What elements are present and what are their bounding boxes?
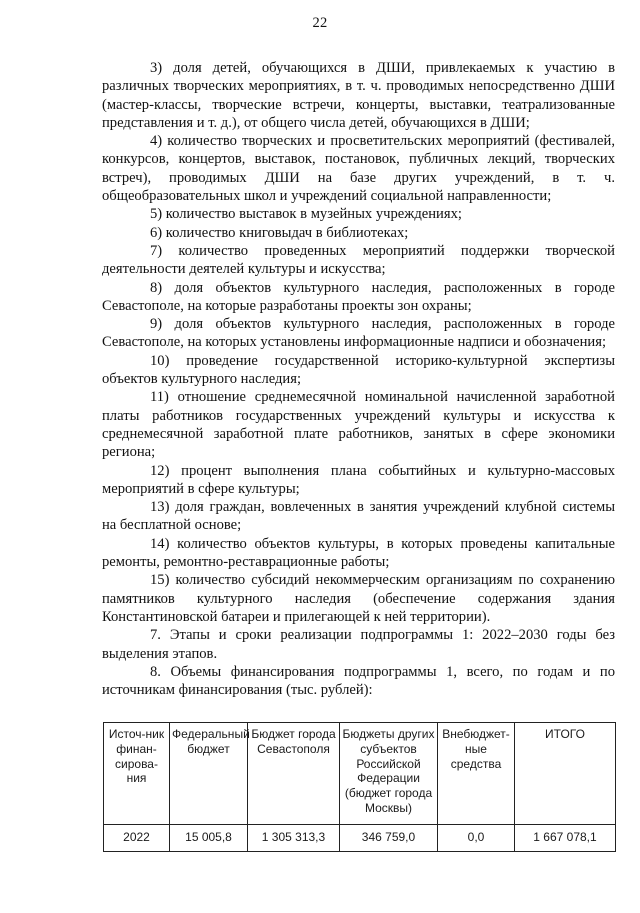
paragraph-indicator-5: 5) количество выставок в музейных учреждениях; <box>150 206 462 223</box>
table-row <box>104 824 616 851</box>
header-source: Источ-ник финан-сирова-ния <box>104 723 170 825</box>
cell-sevastopol-budget: 1 305 313,3 <box>248 824 340 851</box>
cell-total: 1 667 078,1 <box>515 824 616 851</box>
paragraph-indicator-3: 3) доля детей, обучающихся в ДШИ, привлекаемых к участию в различных творческих мероприятиях, в т. ч. проводимых непосредственно ДШИ (мастер-классы, творческие встречи, концерты, выставки, театрализованные представления и т. д.), от общего числа детей, обучающихся в ДШИ; <box>102 60 615 131</box>
paragraph-indicator-13: 13) доля граждан, вовлеченных в занятия учреждений клубной системы на бесплатной основе; <box>102 499 615 534</box>
header-other-subjects-budgets: Бюджеты других субъектов Российской Федерации (бюджет города Москвы) <box>340 723 438 825</box>
cell-other-subjects-budgets: 346 759,0 <box>340 824 438 851</box>
header-sevastopol-budget: Бюджет города Севастополя <box>248 723 340 825</box>
paragraph-indicator-15: 15) количество субсидий некоммерческим организациям по сохранению памятников культурного наследия (обеспечение содержания здания Константиновской батареи и прилегающей к ней территории). <box>102 572 615 625</box>
paragraph-indicator-10: 10) проведение государственной историко-культурной экспертизы объектов культурного наследия; <box>102 352 615 388</box>
table-header-row <box>104 723 616 825</box>
paragraph-indicator-7: 7) количество проведенных мероприятий поддержки творческой деятельности деятелей культуры и искусства; <box>102 242 615 278</box>
paragraph-section-8: 8. Объемы финансирования подпрограммы 1, всего, по годам и по источникам финансирования (тыс. рублей): <box>102 663 615 699</box>
page-number: 22 <box>312 15 328 31</box>
financing-table <box>103 722 616 852</box>
paragraph-indicator-12: 12) процент выполнения плана событийных и культурно-массовых мероприятий в сфере культуры; <box>102 462 615 497</box>
header-total: ИТОГО <box>515 723 616 825</box>
paragraph-section-7: 7. Этапы и сроки реализации подпрограммы 1: 2022–2030 годы без выделения этапов. <box>102 627 615 662</box>
document-body <box>102 59 615 699</box>
paragraph-indicator-8: 8) доля объектов культурного наследия, расположенных в городе Севастополе, на которые разработаны проекты зон охраны; <box>102 279 615 314</box>
paragraph-indicator-9: 9) доля объектов культурного наследия, расположенных в городе Севастополе, на которых установлены информационные надписи и обозначения; <box>102 316 615 351</box>
header-federal-budget: Федеральный бюджет <box>170 723 248 825</box>
cell-extrabudgetary: 0,0 <box>438 824 515 851</box>
paragraph-indicator-11: 11) отношение среднемесячной номинальной начисленной заработной платы работников государственных учреждений культуры и искусства к среднемесячной заработной плате работников, занятых в сфере экономики региона; <box>102 389 615 461</box>
cell-year: 2022 <box>104 824 170 851</box>
paragraph-indicator-14: 14) количество объектов культуры, в которых проведены капитальные ремонты, ремонтно-реставрационные работы; <box>102 535 615 571</box>
paragraph-indicator-4: 4) количество творческих и просветительских мероприятий (фестивалей, конкурсов, концертов, выставок, постановок, публичных лекций, творческих встреч), проводимых ДШИ на базе других учреждений, в т. ч. общеобразовательных школ и учреждений социальной направленности; <box>102 133 615 205</box>
paragraph-indicator-6: 6) количество книговыдач в библиотеках; <box>150 224 409 241</box>
header-extrabudgetary: Внебюджет-ные средства <box>438 723 515 825</box>
cell-federal-budget: 15 005,8 <box>170 824 248 851</box>
